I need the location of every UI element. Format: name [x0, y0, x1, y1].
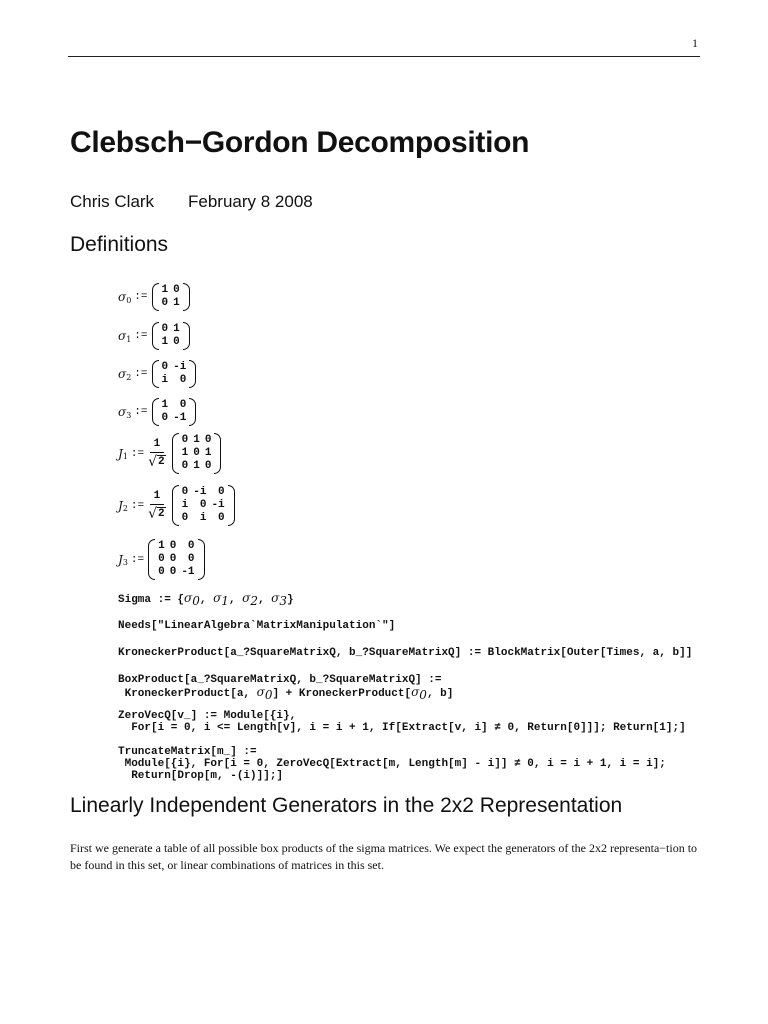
code-truncate-matrix	[118, 746, 666, 782]
code-line: , b]	[426, 688, 454, 700]
definition-j-2	[118, 485, 235, 526]
matrix-cell: -1	[173, 412, 187, 424]
matrix-cell: 0	[181, 512, 189, 524]
fraction-one-over-root-two	[148, 490, 166, 521]
left-paren	[172, 485, 179, 526]
fraction-numerator: 1	[150, 438, 165, 453]
assign-operator: :=	[130, 553, 145, 566]
section-heading-definitions: Definitions	[70, 233, 169, 256]
left-paren	[152, 322, 159, 350]
code-text: ,	[199, 594, 214, 606]
assign-operator: :=	[130, 447, 145, 460]
code-line: ZeroVecQ[v_] := Module[{i},	[118, 710, 297, 722]
sigma-subscript: 3	[279, 594, 287, 608]
definition-symbol: J	[118, 446, 123, 461]
matrix-cell: 1	[158, 540, 165, 552]
definition-symbol: J	[118, 498, 123, 513]
definition-subscript: 3	[126, 410, 132, 420]
assign-operator: :=	[134, 291, 148, 303]
matrix-cell: 0	[169, 566, 177, 578]
matrix-cell: -i	[173, 361, 187, 373]
body-paragraph: First we generate a table of all possible box products of the sigma matrices. We expect the generators of the 2x2 representa−tion to be found in this set, or linear combinations of matrices in this set.	[70, 841, 698, 872]
definition-subscript: 2	[122, 504, 128, 513]
assign-operator: :=	[130, 499, 145, 512]
matrix	[152, 398, 197, 426]
matrix-cell: 0	[181, 486, 189, 498]
code-text: ,	[257, 594, 272, 606]
sigma-symbol: σ	[213, 591, 222, 605]
code-needs: Needs["LinearAlgebra`MatrixManipulation`"]	[118, 620, 396, 632]
matrix-cell: 0	[161, 361, 169, 373]
right-paren	[189, 360, 196, 388]
sigma-subscript: 0	[264, 688, 273, 702]
matrix-cell: 0	[161, 323, 169, 335]
code-box-product	[118, 674, 453, 700]
right-paren	[198, 539, 205, 580]
code-kronecker-product: KroneckerProduct[a_?SquareMatrixQ, b_?SquareMatrixQ] := BlockMatrix[Outer[Times, a, b]]	[118, 647, 693, 659]
assign-operator: :=	[134, 330, 148, 342]
code-line: ] + KroneckerProduct[	[272, 688, 412, 700]
matrix-cell: 0	[169, 553, 177, 565]
matrix-cell: 1	[161, 399, 169, 411]
matrix	[152, 322, 190, 350]
matrix-cell: 1	[193, 460, 200, 472]
matrix-cell: 1	[173, 323, 180, 335]
matrix-cell: 0	[179, 374, 187, 386]
code-line: BoxProduct[a_?SquareMatrixQ, b_?SquareMatrixQ] :=	[118, 674, 442, 686]
definition-subscript: 0	[126, 295, 132, 305]
definition-sigma-3	[118, 398, 196, 426]
sigma-symbol: σ	[256, 685, 265, 699]
fraction-radicand: 2	[158, 456, 165, 468]
matrix-cell: 1	[181, 447, 189, 459]
matrix	[152, 283, 190, 311]
definition-j-3	[118, 539, 205, 580]
matrix-cell: 1	[161, 284, 169, 296]
matrix-cell: 0	[169, 540, 177, 552]
sigma-subscript: 0	[192, 594, 200, 608]
right-paren	[189, 398, 196, 426]
matrix-cell: 0	[179, 399, 187, 411]
right-paren	[183, 283, 190, 311]
matrix-cell: 0	[158, 553, 165, 565]
fraction-radicand: 2	[158, 508, 165, 520]
sqrt-sign: √	[148, 506, 158, 522]
matrix	[148, 539, 204, 580]
sigma-subscript: 2	[250, 594, 258, 608]
matrix-cell: 0	[193, 447, 200, 459]
fraction-numerator: 1	[150, 490, 165, 505]
code-text: }	[287, 594, 294, 606]
matrix-cell: 0	[173, 336, 180, 348]
sqrt-sign: √	[148, 454, 158, 470]
code-text: ,	[228, 594, 243, 606]
code-line: TruncateMatrix[m_] :=	[118, 746, 257, 758]
matrix	[172, 433, 222, 474]
definition-symbol: J	[118, 552, 123, 567]
matrix-cell: i	[199, 512, 207, 524]
matrix-cell: 0	[173, 284, 180, 296]
matrix-cell: -i	[193, 486, 207, 498]
sigma-symbol: σ	[411, 685, 420, 699]
definition-symbol: σ	[118, 290, 127, 304]
matrix-cell: i	[161, 374, 169, 386]
code-line: For[i = 0, i <= Length[v], i = i + 1, If[Extract[v, i] ≠ 0, Return[0]]]; Return[1];]	[118, 722, 686, 734]
definition-subscript: 3	[122, 558, 128, 567]
sigma-symbol: σ	[242, 591, 251, 605]
matrix-cell: 1	[173, 297, 180, 309]
matrix	[152, 360, 197, 388]
sigma-symbol: σ	[271, 591, 280, 605]
page-number: 1	[692, 36, 698, 50]
sigma-subscript: 0	[419, 688, 427, 702]
code-zero-vec	[118, 710, 686, 734]
left-paren	[152, 360, 159, 388]
definition-j-1	[118, 433, 221, 474]
definition-sigma-1	[118, 322, 190, 350]
sigma-subscript: 1	[221, 594, 229, 608]
matrix-cell: 0	[187, 540, 195, 552]
definition-subscript: 2	[126, 372, 132, 382]
assign-operator: :=	[134, 368, 148, 380]
code-text: Sigma := {	[118, 594, 185, 606]
left-paren	[152, 283, 159, 311]
definition-subscript: 1	[122, 452, 128, 461]
definition-symbol: σ	[118, 405, 127, 419]
matrix-cell: 1	[204, 447, 212, 459]
right-paren	[183, 322, 190, 350]
definition-sigma-0	[118, 283, 190, 311]
sigma-symbol: σ	[184, 591, 193, 605]
matrix-cell: 0	[158, 566, 165, 578]
matrix-cell: 1	[193, 434, 200, 446]
matrix-cell: -1	[181, 566, 195, 578]
right-paren	[214, 433, 221, 474]
left-paren	[172, 433, 179, 474]
matrix-cell: i	[181, 499, 189, 511]
definition-symbol: σ	[118, 367, 127, 381]
page-title: Clebsch−Gordon Decomposition	[70, 126, 530, 159]
matrix-cell: 0	[187, 553, 195, 565]
matrix	[172, 485, 235, 526]
code-line: Return[Drop[m, -(i)]];]	[118, 770, 284, 782]
definition-sigma-2	[118, 360, 196, 388]
fraction-one-over-root-two	[148, 438, 166, 469]
matrix-cell: 0	[161, 412, 169, 424]
matrix-cell: 0	[204, 460, 212, 472]
code-sigma-list	[118, 592, 294, 606]
matrix-cell: 1	[161, 336, 169, 348]
section-heading-linear-generators: Linearly Independent Generators in the 2x2 Representation	[70, 794, 623, 817]
definition-subscript: 1	[126, 334, 132, 344]
right-paren	[228, 485, 235, 526]
matrix-cell: 0	[181, 434, 189, 446]
code-line: KroneckerProduct[a,	[118, 688, 257, 700]
matrix-cell: 0	[161, 297, 169, 309]
date: February 8 2008	[188, 192, 313, 211]
left-paren	[152, 398, 159, 426]
assign-operator: :=	[134, 406, 148, 418]
author: Chris Clark	[70, 192, 155, 211]
matrix-cell: -i	[211, 499, 225, 511]
definition-symbol: σ	[118, 329, 127, 343]
matrix-cell: 0	[199, 499, 207, 511]
code-line: Module[{i}, For[i = 0, ZeroVecQ[Extract[m, Length[m] - i]] ≠ 0, i = i + 1, i = i];	[118, 758, 666, 770]
left-paren	[148, 539, 155, 580]
matrix-cell: 0	[218, 486, 225, 498]
matrix-cell: 0	[218, 512, 225, 524]
header-rule	[68, 56, 700, 57]
matrix-cell: 0	[181, 460, 189, 472]
matrix-cell: 0	[204, 434, 212, 446]
